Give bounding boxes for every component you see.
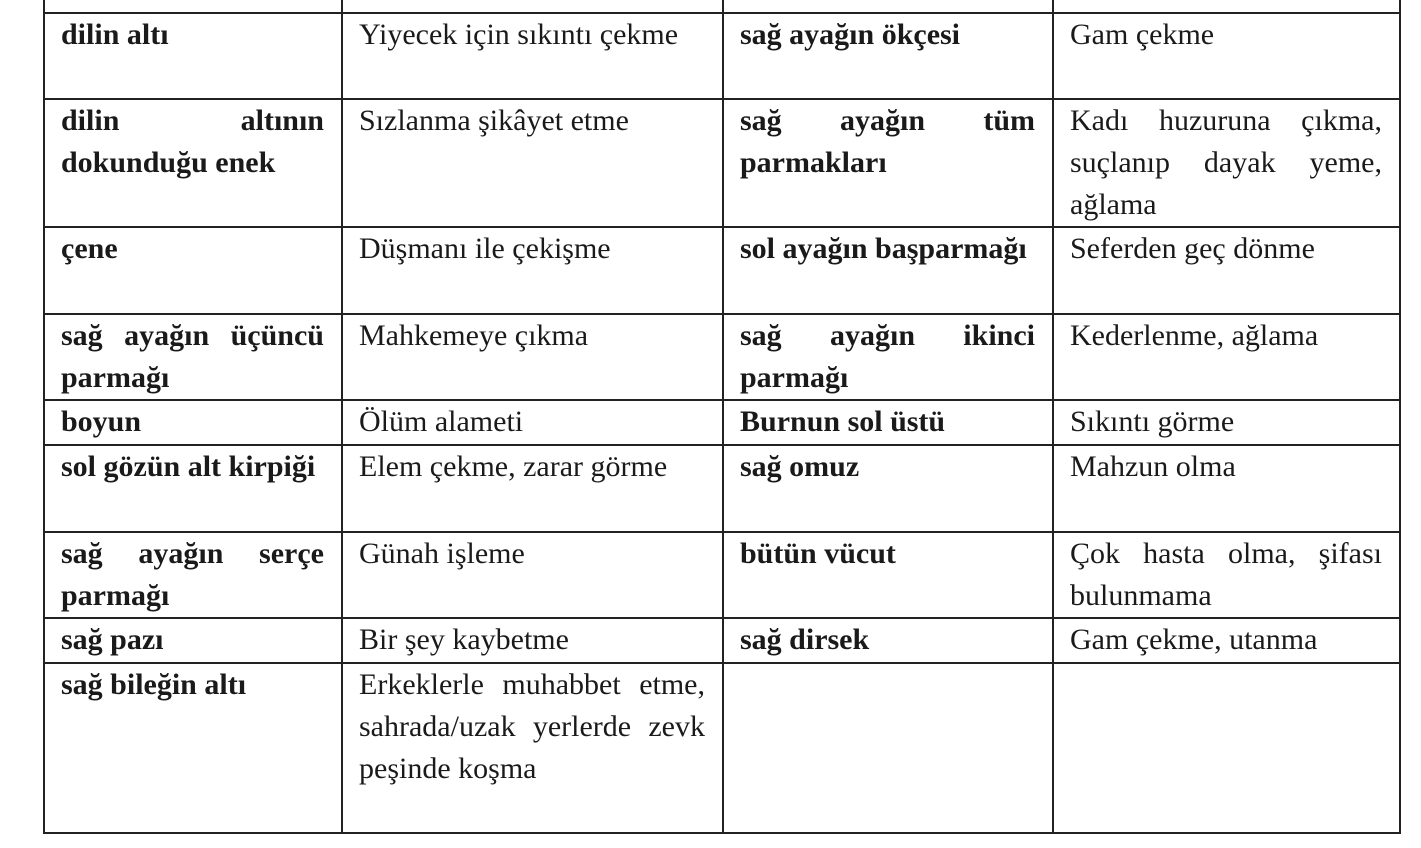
meaning-cell: Gam çekme, utanma bbox=[1053, 618, 1400, 663]
term-cell bbox=[723, 663, 1053, 833]
table-row bbox=[44, 13, 1400, 99]
meaning-cell: Düşmanı ile çekişme bbox=[342, 227, 723, 314]
term-cell: sağ bileğin altı bbox=[44, 663, 342, 833]
meaning-cell: Bir şey kaybetme bbox=[342, 618, 723, 663]
term-cell: sağ omuz bbox=[723, 445, 1053, 532]
meaning-cell: Seferden geç dönme bbox=[1053, 227, 1400, 314]
table-row bbox=[44, 0, 1400, 13]
term-cell: sağ pazı bbox=[44, 618, 342, 663]
term-cell: boyun bbox=[44, 400, 342, 445]
table-row bbox=[44, 532, 1400, 618]
meaning-cell: Mahzun olma bbox=[1053, 445, 1400, 532]
term-cell bbox=[44, 0, 342, 13]
term-cell: çene bbox=[44, 227, 342, 314]
meaning-cell: Kadı huzuruna çıkma, suçlanıp dayak yeme, ağlama bbox=[1053, 99, 1400, 227]
table-row bbox=[44, 663, 1400, 833]
term-cell: sağ ayağın serçe parmağı bbox=[44, 532, 342, 618]
meaning-cell: Kederlenme, ağlama bbox=[1053, 314, 1400, 400]
meaning-cell bbox=[1053, 0, 1400, 13]
table-row bbox=[44, 445, 1400, 532]
meaning-cell: Erkeklerle muhabbet etme, sahrada/uzak yerlerde zevk peşinde koşma bbox=[342, 663, 723, 833]
table-row bbox=[44, 99, 1400, 227]
term-cell: sağ ayağın tüm parmakları bbox=[723, 99, 1053, 227]
meaning-cell bbox=[342, 0, 723, 13]
term-cell bbox=[723, 0, 1053, 13]
table-row bbox=[44, 227, 1400, 314]
meaning-cell: Yiyecek için sıkıntı çekme bbox=[342, 13, 723, 99]
meaning-cell: Mahkemeye çıkma bbox=[342, 314, 723, 400]
meaning-cell bbox=[1053, 663, 1400, 833]
term-cell: sol ayağın başparmağı bbox=[723, 227, 1053, 314]
term-cell: sağ ayağın ikinci parmağı bbox=[723, 314, 1053, 400]
table-row bbox=[44, 314, 1400, 400]
term-cell: sağ ayağın ökçesi bbox=[723, 13, 1053, 99]
meaning-cell: Sızlanma şikâyet etme bbox=[342, 99, 723, 227]
meaning-cell: Çok hasta olma, şifası bulunmama bbox=[1053, 532, 1400, 618]
term-cell: Burnun sol üstü bbox=[723, 400, 1053, 445]
meaning-cell: Ölüm alameti bbox=[342, 400, 723, 445]
meaning-cell: Gam çekme bbox=[1053, 13, 1400, 99]
body-part-meanings-table bbox=[43, 0, 1401, 834]
term-cell: bütün vücut bbox=[723, 532, 1053, 618]
table-row bbox=[44, 618, 1400, 663]
term-cell: sağ dirsek bbox=[723, 618, 1053, 663]
term-cell: sağ ayağın üçüncü parmağı bbox=[44, 314, 342, 400]
term-cell: dilin altı bbox=[44, 13, 342, 99]
term-cell: dilin altının dokunduğu enek bbox=[44, 99, 342, 227]
term-cell: sol gözün alt kirpiği bbox=[44, 445, 342, 532]
meaning-cell: Elem çekme, zarar görme bbox=[342, 445, 723, 532]
meaning-cell: Günah işleme bbox=[342, 532, 723, 618]
table-row bbox=[44, 400, 1400, 445]
meaning-cell: Sıkıntı görme bbox=[1053, 400, 1400, 445]
